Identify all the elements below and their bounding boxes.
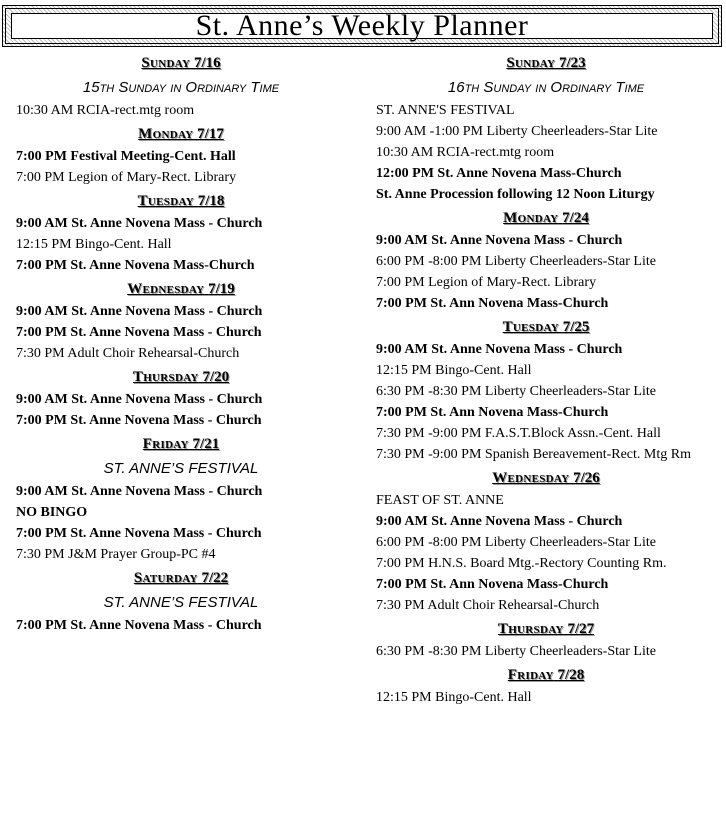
day-name: Sunday [506, 55, 556, 71]
schedule-entry: 7:30 PM J&M Prayer Group-PC #4 [16, 547, 216, 562]
day-name: Wednesday [492, 470, 570, 486]
schedule-entry: 6:00 PM -8:00 PM Liberty Cheerleaders-Star Lite [376, 254, 656, 269]
feast-title: 16th Sunday in Ordinary Time [447, 79, 645, 96]
day-heading [376, 207, 716, 229]
day-date: 7/26 [573, 470, 600, 486]
schedule-entry: 7:30 PM -9:00 PM F.A.S.T.Block Assn.-Cent. Hall [376, 426, 661, 441]
day-heading [376, 467, 716, 489]
schedule-entry: 12:00 PM St. Anne Novena Mass-Church [376, 166, 622, 181]
day-heading [376, 664, 716, 686]
schedule-entry: 12:15 PM Bingo-Cent. Hall [16, 237, 172, 252]
schedule-entry: ST. ANNE'S FESTIVAL [376, 103, 515, 118]
schedule-entry: 9:00 AM St. Anne Novena Mass - Church [16, 216, 263, 231]
day-name: Saturday [133, 570, 198, 586]
schedule-entry: NO BINGO [16, 505, 88, 520]
day-heading [376, 52, 716, 74]
schedule-entry: 9:00 AM St. Anne Novena Mass - Church [376, 233, 623, 248]
day-date: 7/19 [208, 281, 235, 297]
feast-title: 15th Sunday in Ordinary Time [82, 79, 280, 96]
day-heading [16, 190, 346, 212]
day-date: 7/23 [558, 55, 586, 71]
day-name: Tuesday [137, 193, 194, 209]
day-date: 7/22 [201, 570, 229, 586]
day-name: Monday [138, 126, 194, 142]
day-heading [16, 278, 346, 300]
schedule-entry: FEAST OF ST. ANNE [376, 493, 504, 508]
schedule-entry: 6:00 PM -8:00 PM Liberty Cheerleaders-Star Lite [376, 535, 656, 550]
feast-title: ST. ANNE’S FESTIVAL [103, 460, 259, 477]
schedule-entry: 9:00 AM St. Anne Novena Mass - Church [16, 484, 263, 499]
schedule-entry: 7:30 PM -9:00 PM Spanish Bereavement-Rect. Mtg Rm [376, 447, 691, 462]
schedule-entry: 7:00 PM Legion of Mary-Rect. Library [376, 275, 597, 290]
day-heading [16, 433, 346, 455]
day-name: Friday [142, 436, 189, 452]
schedule-entry: 9:00 AM St. Anne Novena Mass - Church [376, 514, 623, 529]
day-name: Wednesday [127, 281, 205, 297]
day-date: 7/18 [197, 193, 225, 209]
day-heading [16, 123, 346, 145]
page-title: St. Anne’s Weekly Planner [195, 9, 529, 42]
schedule-entry: St. Anne Procession following 12 Noon Liturgy [376, 187, 655, 202]
title-banner [2, 5, 722, 47]
day-name: Thursday [497, 621, 564, 637]
schedule-entry: 9:00 AM -1:00 PM Liberty Cheerleaders-Star Lite [376, 124, 658, 139]
day-date: 7/25 [562, 319, 590, 335]
schedule-entry: 6:30 PM -8:30 PM Liberty Cheerleaders-Star Lite [376, 384, 656, 399]
schedule-entry: 7:00 PM St. Anne Novena Mass-Church [16, 258, 255, 273]
schedule-entry: 7:00 PM St. Anne Novena Mass - Church [16, 325, 262, 340]
schedule-entry: 7:00 PM St. Ann Novena Mass-Church [376, 296, 609, 311]
day-heading [16, 567, 346, 589]
schedule-entry: 7:00 PM St. Anne Novena Mass - Church [16, 413, 262, 428]
day-name: Sunday [141, 55, 191, 71]
schedule-entry: 7:00 PM St. Anne Novena Mass - Church [16, 618, 262, 633]
schedule-entry: 10:30 AM RCIA-rect.mtg room [16, 103, 195, 118]
day-heading [376, 618, 716, 640]
schedule-entry: 7:30 PM Adult Choir Rehearsal-Church [376, 598, 600, 613]
feast-title: ST. ANNE’S FESTIVAL [103, 594, 259, 611]
day-name: Tuesday [502, 319, 559, 335]
schedule-entry: 9:00 AM St. Anne Novena Mass - Church [376, 342, 623, 357]
schedule-entry: 12:15 PM Bingo-Cent. Hall [376, 690, 532, 705]
day-date: 7/16 [193, 55, 221, 71]
day-heading [16, 366, 346, 388]
schedule-entry: 7:00 PM St. Ann Novena Mass-Church [376, 405, 609, 420]
title-frame [11, 9, 713, 42]
day-date: 7/28 [557, 667, 585, 683]
schedule-entry: 7:30 PM Adult Choir Rehearsal-Church [16, 346, 240, 361]
schedule-entry: 7:00 PM St. Ann Novena Mass-Church [376, 577, 609, 592]
schedule-entry: 7:00 PM Legion of Mary-Rect. Library [16, 170, 237, 185]
schedule-entry: 7:00 PM H.N.S. Board Mtg.-Rectory Counting Rm. [376, 556, 667, 571]
schedule-entry: 12:15 PM Bingo-Cent. Hall [376, 363, 532, 378]
day-date: 7/24 [562, 210, 589, 226]
schedule-entry: 7:00 PM Festival Meeting-Cent. Hall [16, 149, 236, 164]
right-column [376, 50, 716, 710]
day-date: 7/21 [192, 436, 220, 452]
schedule-entry: 7:00 PM St. Anne Novena Mass - Church [16, 526, 262, 541]
day-name: Monday [503, 210, 559, 226]
day-heading [16, 52, 346, 74]
left-column [16, 50, 346, 638]
schedule-entry: 6:30 PM -8:30 PM Liberty Cheerleaders-Star Lite [376, 644, 656, 659]
schedule-entry: 9:00 AM St. Anne Novena Mass - Church [16, 392, 263, 407]
schedule-entry: 9:00 AM St. Anne Novena Mass - Church [16, 304, 263, 319]
day-date: 7/27 [567, 621, 595, 637]
day-date: 7/17 [197, 126, 224, 142]
schedule-entry: 10:30 AM RCIA-rect.mtg room [376, 145, 555, 160]
day-name: Thursday [132, 369, 199, 385]
day-heading [376, 316, 716, 338]
day-name: Friday [507, 667, 554, 683]
day-date: 7/20 [202, 369, 230, 385]
